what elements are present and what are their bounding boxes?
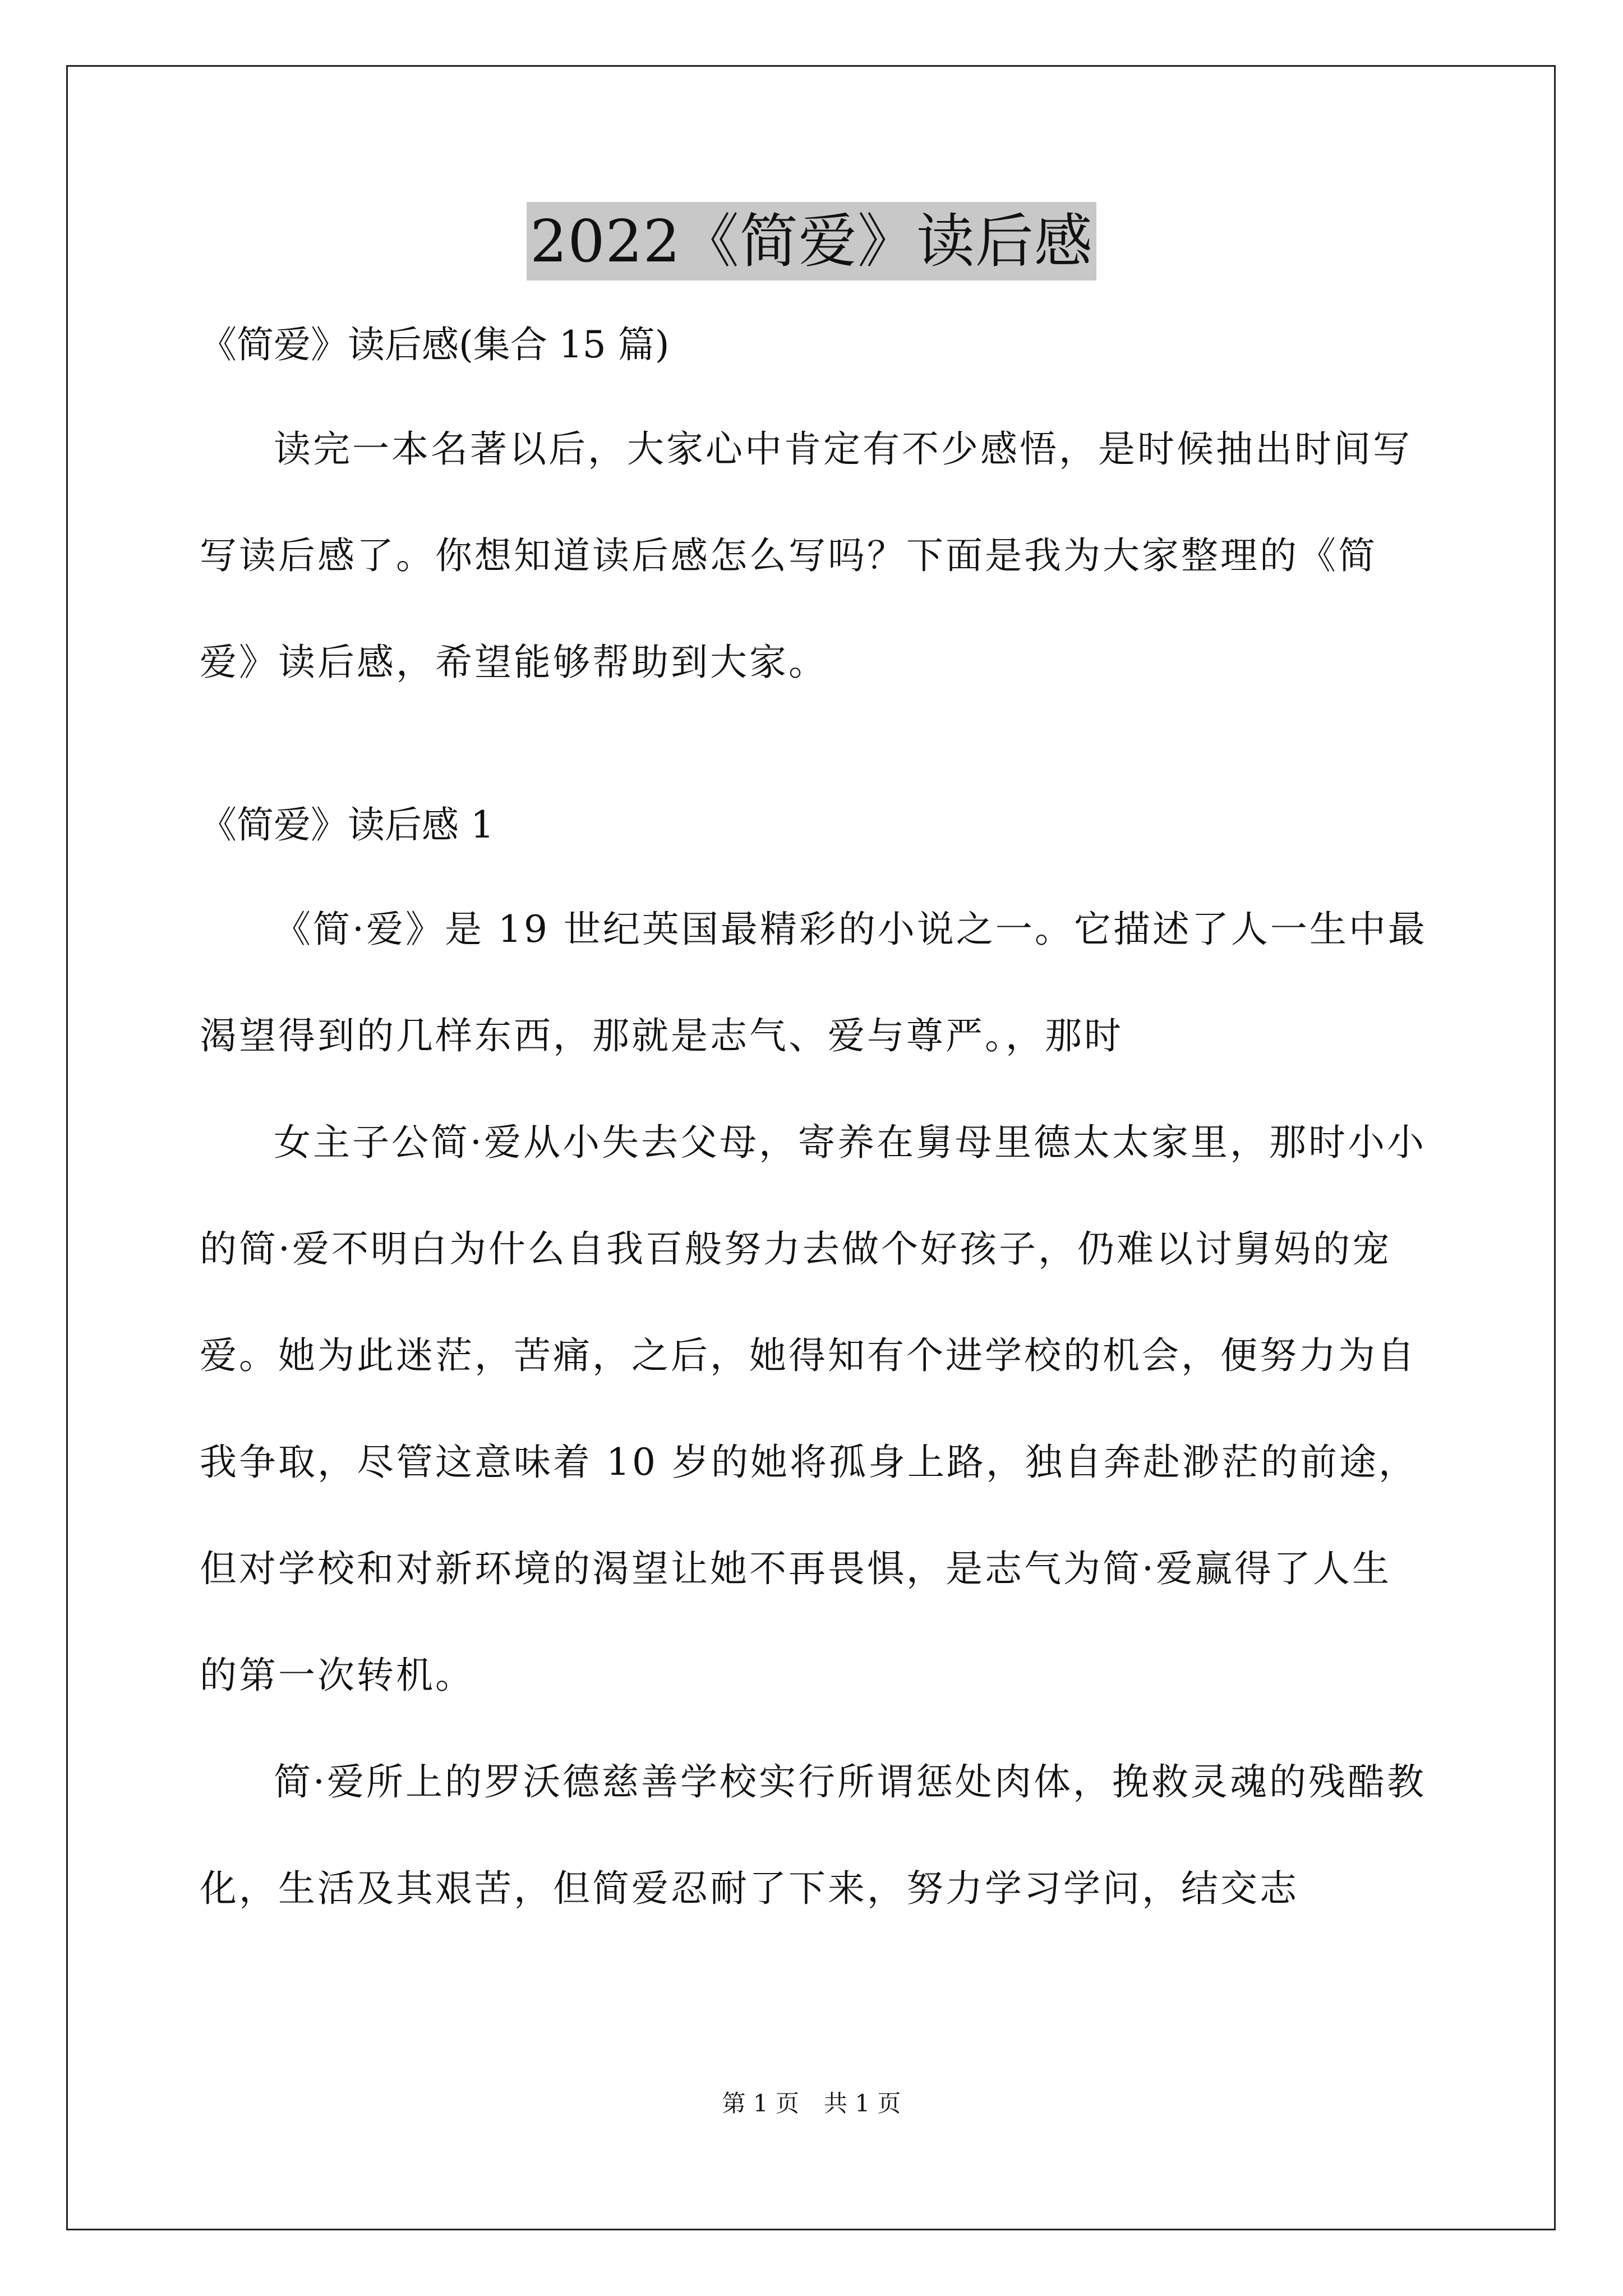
document-subtitle: 《简爱》读后感(集合 15 篇) (200, 323, 670, 366)
page-number: 第 1 页 (722, 2090, 799, 2117)
document-title: 2022《简爱》读后感 (527, 202, 1096, 280)
page-total: 共 1 页 (824, 2090, 901, 2117)
section-heading: 《简爱》读后感 1 (200, 803, 494, 846)
body-paragraph: 《简·爱》是 19 世纪英国最精彩的小说之一。它描述了人一生中最渴望得到的几样东西，那就是志气、爱与尊严。，那时 (200, 908, 1427, 1057)
page-footer (0, 2087, 1623, 2120)
body-paragraph: 女主子公简·爱从小失去父母，寄养在舅母里德太太家里，那时小小的简·爱不明白为什么自我百般努力去做个好孩子，仍难以讨舅妈的宠爱。她为此迷茫，苦痛，之后，她得知有个进学校的机会，便努力为自我争取，尽管这意味着 10 岁的她将孤身上路，独自奔赴渺茫的前途，但对学校和对新环境的渴望让她不再畏惧，是志气为简·爱赢得了人生的第一次转机。 (200, 1121, 1426, 1697)
document-body (200, 314, 1428, 1942)
title-wrap (0, 202, 1623, 280)
body-paragraph: 简·爱所上的罗沃德慈善学校实行所谓惩处肉体，挽救灵魂的残酷教化，生活及其艰苦，但简爱忍耐了下来，努力学习学问，结交志 (200, 1760, 1426, 1910)
intro-paragraph: 读完一本名著以后，大家心中肯定有不少感悟，是时候抽出时间写写读后感了。你想知道读后感怎么写吗？下面是我为大家整理的《简爱》读后感，希望能够帮助到大家。 (200, 427, 1412, 684)
